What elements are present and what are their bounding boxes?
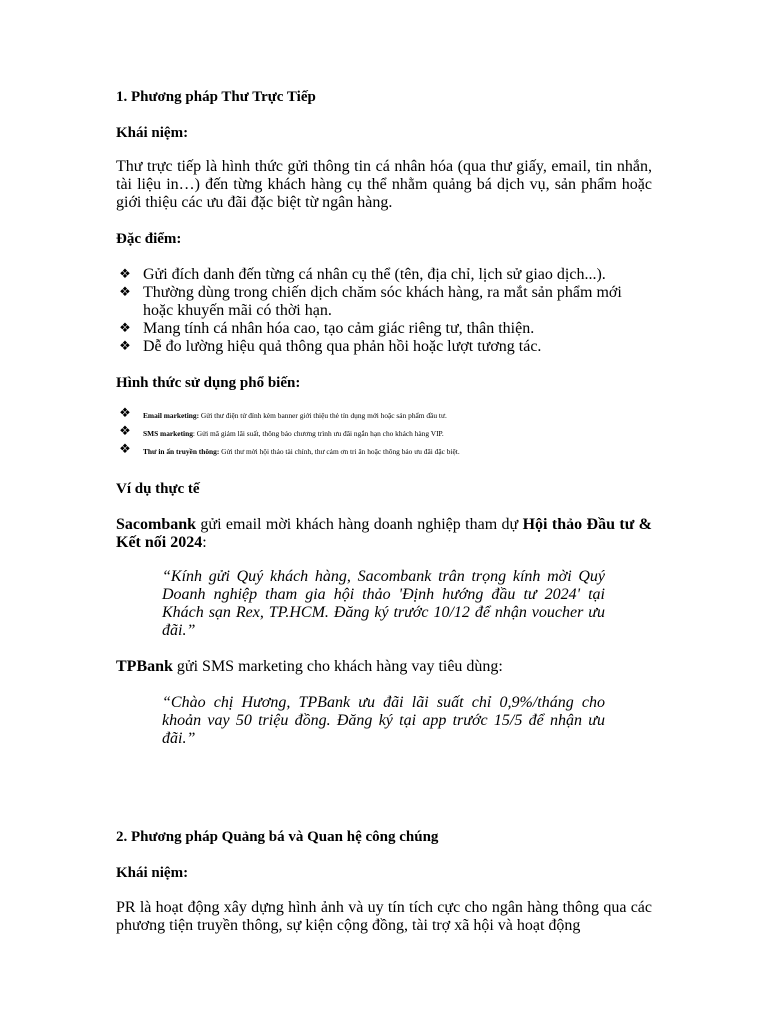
form-label: SMS marketing bbox=[143, 429, 193, 438]
section-1-concept-text: Thư trực tiếp là hình thức gửi thông tin cá nhân hóa (qua thư giấy, email, tin nhắn, tài liệu in…) đến từng khách hàng cụ thể nhằm quảng bá dịch vụ, sản phẩm hoặc giới thiệu các ưu đãi đặc biệt từ ngân hàng. bbox=[116, 158, 652, 211]
diamond-bullet-icon: ❖ bbox=[119, 406, 131, 421]
form-label: Email marketing: bbox=[143, 411, 200, 420]
section-1-examples-heading: Ví dụ thực tế bbox=[116, 481, 200, 497]
section-1-title: 1. Phương pháp Thư Trực Tiếp bbox=[116, 89, 316, 105]
document-page bbox=[116, 0, 652, 1024]
diamond-bullet-icon: ❖ bbox=[119, 442, 131, 457]
form-description: Gửi thư điện tử đính kèm banner giới thiệu thẻ tín dụng mới hoặc sản phẩm đầu tư. bbox=[199, 411, 447, 420]
example-1-quote: “Kính gửi Quý khách hàng, Sacombank trân trọng kính mời Quý Doanh nghiệp tham gia hội thảo 'Định hướng đầu tư 2024' tại Khách sạn Rex, TP.HCM. Đăng ký trước 10/12 để nhận voucher ưu đãi.” bbox=[162, 568, 605, 639]
example-2-quote: “Chào chị Hương, TPBank ưu đãi lãi suất chỉ 0,9%/tháng cho khoản vay 50 triệu đồng. Đăng ký tại app trước 15/5 để nhận ưu đãi.” bbox=[162, 694, 605, 747]
features-list bbox=[116, 266, 652, 356]
list-item bbox=[116, 284, 652, 320]
section-1-concept-heading: Khái niệm: bbox=[116, 125, 189, 141]
example-2-bank: TPBank bbox=[116, 658, 173, 675]
section-2-title: 2. Phương pháp Quảng bá và Quan hệ công chúng bbox=[116, 829, 439, 845]
example-1-text-b: : bbox=[202, 534, 207, 551]
list-item bbox=[116, 338, 652, 356]
section-1-features-heading: Đặc điểm: bbox=[116, 231, 182, 247]
example-1-bank: Sacombank bbox=[116, 516, 197, 533]
feature-text: Thường dùng trong chiến dịch chăm sóc khách hàng, ra mắt sản phẩm mới hoặc khuyến mãi có thời hạn. bbox=[143, 284, 622, 319]
list-item bbox=[116, 266, 652, 284]
form-text bbox=[143, 411, 447, 420]
list-item bbox=[116, 423, 652, 441]
diamond-bullet-icon: ❖ bbox=[119, 424, 131, 439]
feature-text: Dễ đo lường hiệu quả thông qua phản hồi hoặc lượt tương tác. bbox=[143, 338, 542, 355]
list-item bbox=[116, 320, 652, 338]
list-item bbox=[116, 441, 652, 459]
example-2-text-a: gửi SMS marketing cho khách hàng vay tiêu dùng: bbox=[172, 658, 503, 675]
diamond-bullet-icon: ❖ bbox=[119, 321, 131, 336]
feature-text: Mang tính cá nhân hóa cao, tạo cảm giác riêng tư, thân thiện. bbox=[143, 320, 535, 337]
section-2-concept-text: PR là hoạt động xây dựng hình ảnh và uy tín tích cực cho ngân hàng thông qua các phương tiện truyền thông, sự kiện cộng đồng, tài trợ xã hội và hoạt động bbox=[116, 899, 652, 934]
form-description: Gửi thư mời hội thảo tài chính, thư cảm ơn tri ân hoặc thông báo ưu đãi đặc biệt. bbox=[219, 447, 460, 456]
list-item bbox=[116, 405, 652, 423]
example-1-intro bbox=[116, 516, 652, 552]
diamond-bullet-icon: ❖ bbox=[119, 285, 131, 300]
section-2-concept-heading: Khái niệm: bbox=[116, 865, 189, 881]
form-description: : Gửi mã giảm lãi suất, thông báo chương trình ưu đãi ngắn hạn cho khách hàng VIP. bbox=[192, 429, 444, 438]
example-1-text-a: gửi email mời khách hàng doanh nghiệp tham dự bbox=[196, 516, 523, 533]
form-label: Thư in ấn truyền thông: bbox=[143, 447, 220, 456]
example-2-intro bbox=[116, 658, 652, 676]
forms-list bbox=[116, 405, 652, 459]
diamond-bullet-icon: ❖ bbox=[119, 267, 131, 282]
section-1-forms-heading: Hình thức sử dụng phổ biến: bbox=[116, 375, 301, 391]
diamond-bullet-icon: ❖ bbox=[119, 339, 131, 354]
example-1-event: Hội thảo Đầu tư & Kết nối 2024 bbox=[116, 516, 653, 551]
feature-text: Gửi đích danh đến từng cá nhân cụ thể (tên, địa chỉ, lịch sử giao dịch...). bbox=[143, 266, 606, 283]
form-text bbox=[143, 447, 460, 456]
form-text bbox=[143, 429, 444, 438]
